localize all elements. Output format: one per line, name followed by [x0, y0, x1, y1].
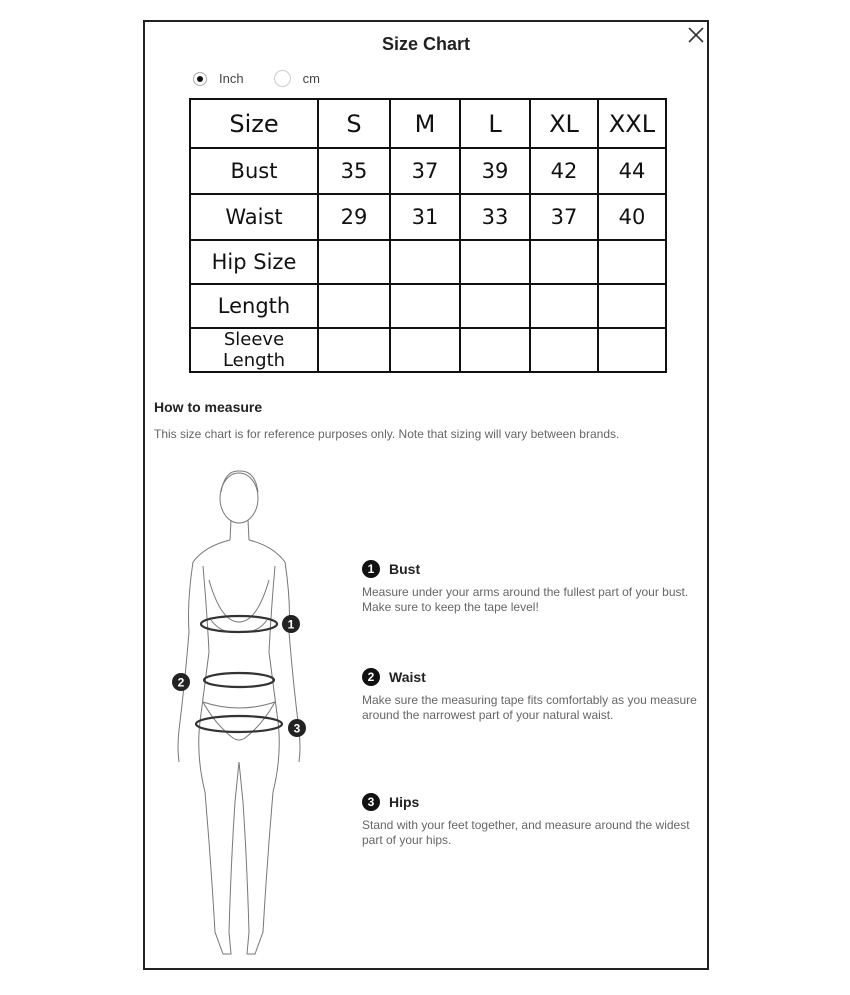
header-cell: S — [318, 99, 390, 148]
step-heading — [362, 793, 702, 811]
step-title: Bust — [389, 561, 421, 577]
table-cell: 39 — [460, 148, 530, 194]
table-row-length — [190, 284, 666, 328]
table-cell: 42 — [530, 148, 598, 194]
table-cell — [318, 240, 390, 284]
table-row-sleeve-length — [190, 328, 666, 372]
table-cell: 37 — [530, 194, 598, 240]
table-cell: 40 — [598, 194, 666, 240]
table-cell — [390, 284, 460, 328]
step-description: Measure under your arms around the fullest part of your bust. Make sure to keep the tape level! — [362, 585, 689, 614]
header-cell: XXL — [598, 99, 666, 148]
table-cell — [390, 240, 460, 284]
table-cell — [460, 328, 530, 372]
figure-marker-3: 3 — [293, 721, 301, 736]
table-cell — [460, 284, 530, 328]
table-row-waist — [190, 194, 666, 240]
figure-marker-2: 2 — [177, 675, 185, 690]
table-cell: 29 — [318, 194, 390, 240]
header-cell: Size — [190, 99, 318, 148]
table-cell — [318, 328, 390, 372]
step-heading — [362, 560, 702, 578]
measure-step-waist — [362, 668, 702, 723]
step-number-badge: 1 — [362, 560, 380, 578]
header-cell: M — [390, 99, 460, 148]
table-cell — [318, 284, 390, 328]
how-to-measure-note: This size chart is for reference purposes only. Note that sizing will vary between brands. — [154, 427, 620, 441]
table-cell — [598, 240, 666, 284]
table-cell: 35 — [318, 148, 390, 194]
radio-inch[interactable] — [193, 72, 207, 86]
step-title: Hips — [389, 794, 420, 810]
header-cell: XL — [530, 99, 598, 148]
table-cell: 33 — [460, 194, 530, 240]
table-row-hip-size — [190, 240, 666, 284]
table-cell — [598, 284, 666, 328]
unit-label-cm: cm — [302, 71, 320, 86]
table-cell — [530, 240, 598, 284]
table-cell — [598, 328, 666, 372]
table-cell — [460, 240, 530, 284]
table-cell: 44 — [598, 148, 666, 194]
unit-selector — [193, 70, 350, 87]
step-description: Stand with your feet together, and measure around the widest part of your hips. — [362, 818, 690, 847]
table-cell: 37 — [390, 148, 460, 194]
unit-label-inch: Inch — [219, 71, 244, 86]
unit-option-inch[interactable] — [193, 71, 244, 86]
table-cell — [530, 328, 598, 372]
table-cell: 31 — [390, 194, 460, 240]
size-chart-dialog — [143, 20, 709, 970]
table-row-bust — [190, 148, 666, 194]
table-cell — [530, 284, 598, 328]
row-label: Hip Size — [190, 240, 318, 284]
measure-step-bust — [362, 560, 702, 615]
step-title: Waist — [389, 669, 426, 685]
how-to-measure-title: How to measure — [154, 399, 263, 415]
table-cell — [390, 328, 460, 372]
table-header-row — [190, 99, 666, 148]
size-table — [189, 98, 667, 373]
figure-marker-1: 1 — [287, 617, 295, 632]
radio-cm[interactable] — [274, 70, 291, 87]
step-heading — [362, 668, 702, 686]
dialog-title: Size Chart — [381, 34, 471, 54]
row-label: Sleeve Length — [190, 328, 318, 372]
row-label: Waist — [190, 194, 318, 240]
step-number-badge: 2 — [362, 668, 380, 686]
row-label: Length — [190, 284, 318, 328]
body-measurement-figure — [165, 462, 325, 967]
measure-step-hips — [362, 793, 702, 848]
step-description: Make sure the measuring tape fits comfortably as you measure around the narrowest part of your natural waist. — [362, 693, 697, 722]
step-number-badge: 3 — [362, 793, 380, 811]
unit-option-cm[interactable] — [274, 70, 320, 87]
header-cell: L — [460, 99, 530, 148]
row-label: Bust — [190, 148, 318, 194]
